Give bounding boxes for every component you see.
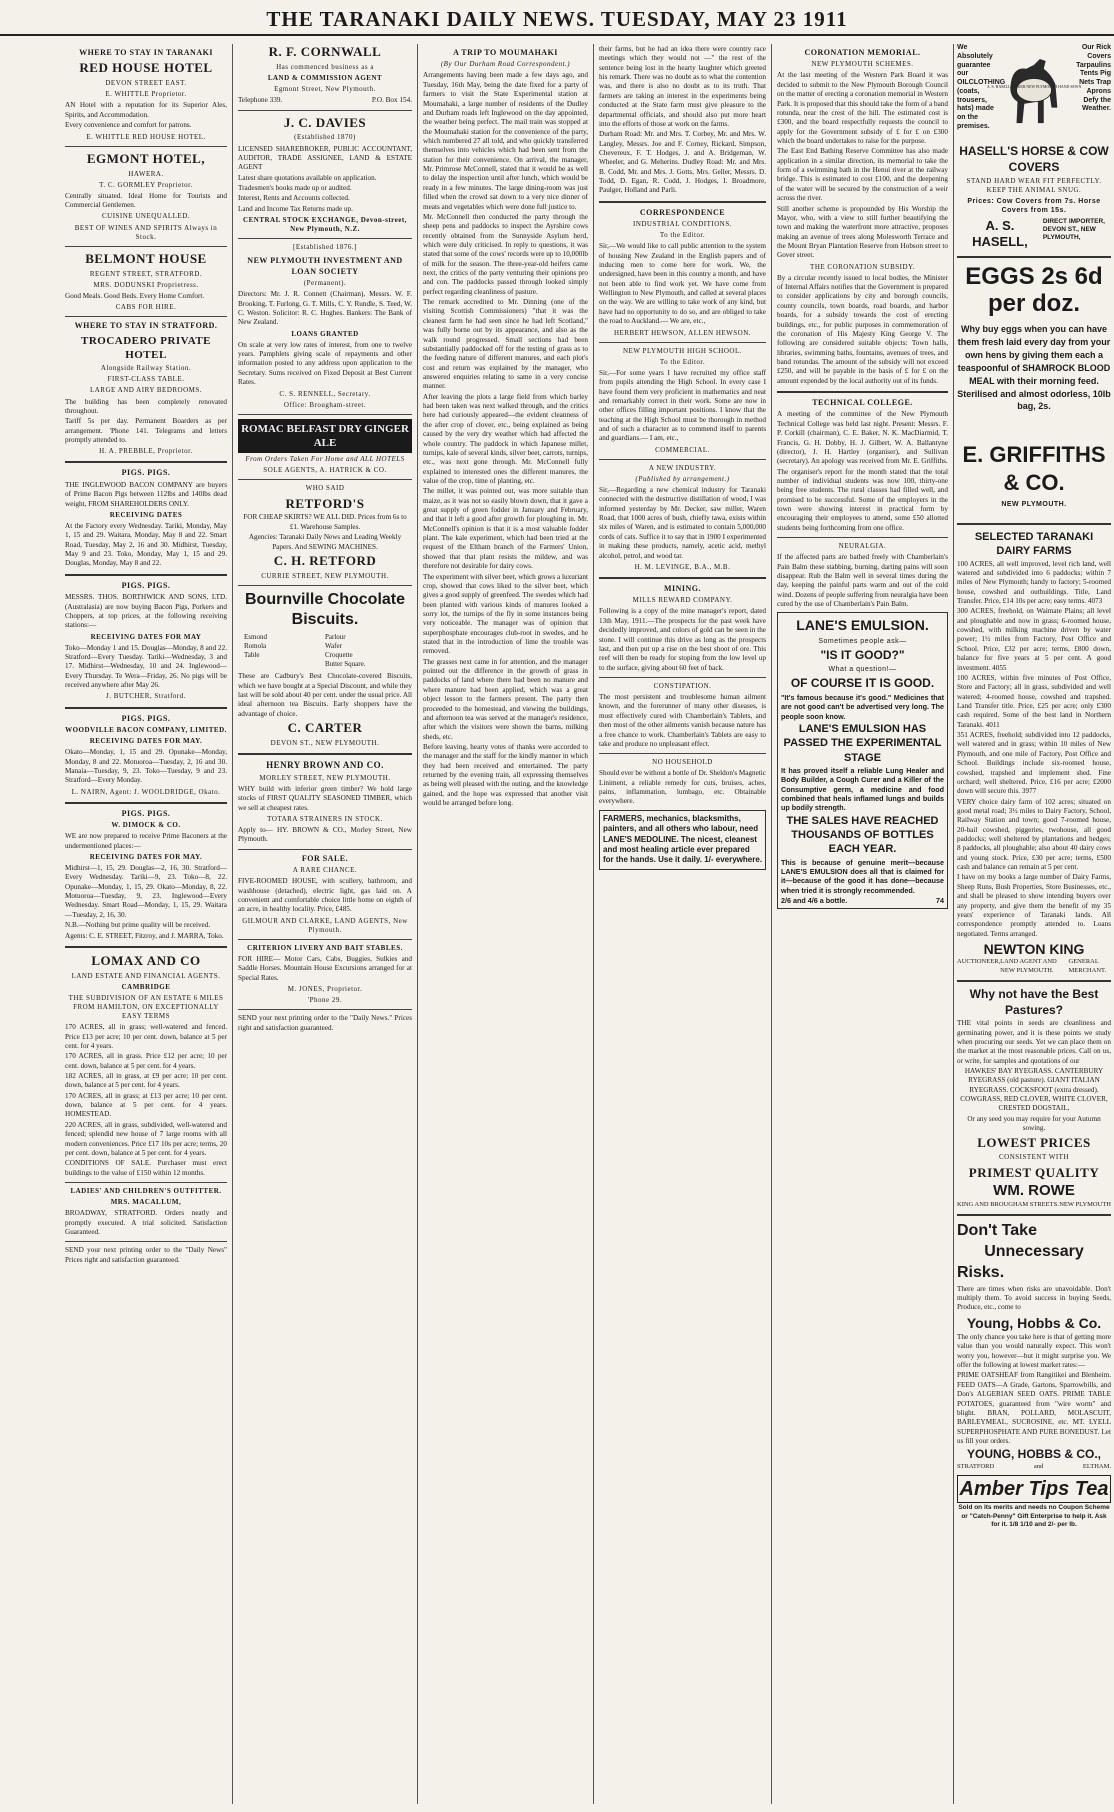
ad-body: Every convenience and comfort for patrons. (65, 121, 192, 130)
divider (599, 677, 766, 678)
divider (957, 1214, 1111, 1216)
ad-title: CRITERION LIVERY AND BAIT STABLES. (247, 943, 403, 952)
ad-line: OF COURSE IT IS GOOD. (790, 676, 935, 691)
ad-body: This is because of genuine merit—because LANE'S EMULSION does all that is claimed for it—because of the good it has done—because when tried it is strongly recommended. (781, 857, 944, 895)
ad-title: LANE'S EMULSION. (796, 617, 929, 634)
listing: 220 ACRES, all in grass, subdivided, well-watered and fenced; splendid new house of 7 large rooms with all modern conveniences. Price £17 10s per acre; terms, 20 per cent. down, balance at 5 per cent. for 4 years. (65, 1120, 227, 1157)
biscuit-item: Butter Square. (325, 660, 366, 669)
column-6 (954, 44, 1114, 1804)
divider (65, 246, 227, 247)
article-paragraph: A meeting of the committee of the New Plymouth Technical College was held last night. Present: Messrs. F. P. Corkill (chairman), C. E. Baker, N. K. MacDiarmid, T. Francis, G. H. Dobby, H. J. Gilbert, W. A. Ballantyne (director), J. H. Hartley (organiser), and Sullivan (secretary). An apology was received from Mr. E. Griffiths. (777, 410, 948, 466)
ad-body: Toko—Monday 1 and 15. Douglas—Monday, 8 and 22. Stratford—Every Tuesday. Tariki—Wednesday, 3 and 17. Midhirst—Wednesday, 10 and 24. Inglewood—Every Thursday. Te Wera—Friday, 26. No pigs will be received anywhere after May 26. (65, 643, 227, 690)
ad-title: HASELL'S HORSE & COW COVERS (959, 144, 1109, 174)
ad-body: CONDITIONS OF SALE. Purchaser must erect buildings to the value of £150 within 12 months. (65, 1159, 227, 1177)
biscuit-item: Wafer (325, 641, 342, 650)
divider (599, 201, 766, 203)
article-paragraph: By a circular recently issued to local bodies, the Minister of Internal Affairs notifies that the Government is prepared to consider applications by city and borough councils, county councils, town boards, road boards, and harbor boards, for a subsidy towards the cost of erecting buildings, etc., for public purposes in commemoration of the coronation of His Majesty King George V. The following are considered suitable objects: Town halls, libraries, swimming baths, fountains, avenues of trees, and band rotundas. The amount of the subsidy will not exceed £250, and will be payable in the basis of £ for £ on the amount expended by the local authority out of its funds. (777, 273, 948, 385)
ad-subtitle: HAWERA. (128, 169, 164, 178)
article-paragraph: Still another scheme is propounded by His Worship the Mayor, who, with a view to still further beautifying the town and making the waterfront more attractive, proposes making an avenue of trees along Molesworth Terrace and the Mount Bryan Plantation Reserve from Hobson street to Gover street. (777, 204, 948, 260)
divider (599, 577, 766, 579)
ad-title: C. H. RETFORD (273, 552, 377, 568)
ad-line: Prices: Cow Covers from 7s. Horse Covers from 15s. (967, 198, 1101, 215)
article-byline: To the Editor. (659, 357, 706, 366)
ad-subtitle: (Permanent). (303, 279, 347, 288)
ad-body: Sold on its merits and needs no Coupon Scheme or "Catch-Penny" Gift Enterprise to help it. Ask for it. 1/8 1/10 and 2/- per lb. (958, 1504, 1110, 1529)
ad-body: Midhirst—1, 15, 29. Douglas—2, 16, 30. Stratford—Every Wednesday. Tariki—9, 23. Toko—8, 22. Opunake—Monday, 1, 15, 29. Okato—Monday, 8, 22. Motuoroa—Tuesday, 9, 23. Inglewood—Every Wednesday. Smart Road—Monday, 1, 15, 29. Waitara—Tuesday, 2, 16, 30. (65, 863, 227, 919)
divider (65, 802, 227, 804)
article-paragraph: Before leaving, hearty votes of thanks were accorded to the manager and the staff for the kindly manner in which they had been received and entertained. The party returned by the evening train, all expressing themselves as being well pleased with the outing, and the knowledge gained, and the hope was expressed that another visit would be arranged before long. (423, 743, 588, 808)
ad-body: Okato—Monday, 1, 15 and 29. Opunake—Monday, Monday, 8 and 22. Motuoroa—Tuesday, 2, 16 and 30. Manaia—Tuesday, 9, 23. Toko—Tuesday, 9 and 23. Stratford—Every Monday. (65, 748, 227, 785)
divider (957, 256, 1111, 258)
article-heading: A TRIP TO MOUMAHAKI (453, 48, 558, 57)
ad-title: E. GRIFFITHS & CO. (962, 441, 1106, 496)
ad-body: The building has been completely renovated throughout. (65, 397, 227, 415)
ad-title: LOMAX AND CO (91, 952, 201, 968)
ad-body: THE INGLEWOOD BACON COMPANY are buyers of Prime Bacon Pigs between 112lbs and 140lbs dead weight, FROM SHAREHOLDERS ONLY. (65, 480, 227, 508)
ad-title: TROCADERO PRIVATE HOTEL (80, 334, 212, 361)
ad-line: AUCTIONEER, (957, 958, 1001, 966)
ad-line: LAND & COMMISSION AGENT (267, 73, 383, 82)
divider (599, 342, 766, 343)
ad-subhead: RECEIVING DATES (109, 510, 183, 519)
ad-line: Egmont Street, New Plymouth. (274, 85, 376, 94)
column-2 (233, 44, 417, 1804)
ad-title: Amber Tips Tea (957, 1475, 1111, 1503)
ad-body: FOR HIRE— Motor Cars, Cabs, Buggies, Sulkies and Saddle Horses. Mountain House Excursions arranged for at Special Rates. (238, 954, 412, 982)
article-paragraph: The most persistent and troublesome human ailment known, and the forerunner of many other diseases, is most effectively cured with Chamberlain's Tablets, and then most of the other ailments vanish because nature has a free chance to work. Chamberlain's Tablets are easy to take and produce no unpleasant effect. (599, 693, 766, 748)
ad-subtitle: REGENT STREET, STRATFORD. (89, 269, 203, 278)
section-heading: MINING. (663, 583, 702, 593)
ad-number: 74 (936, 896, 944, 906)
divider (238, 414, 412, 415)
article-byline: To the Editor. (659, 231, 706, 240)
ad-body: Interest, Rents and Accounts collected. (238, 194, 350, 203)
column-4 (594, 44, 771, 1804)
ad-body: The only chance you take here is that of getting more value than you would naturally expect. This won't worry you, however—but it might surprise you. We offer the following at lowest market rates:— (957, 1333, 1111, 1370)
article-paragraph: The East End Bathing Reserve Committee has also made application in a similar direction, its memorial to take the form of a swimming bath in the Henui river at the railway bridge. This is estimated to cost £100, and the deepening of the water will be secured by the construction of a weir across the river. (777, 147, 948, 203)
ad-line: and (1033, 1462, 1044, 1470)
ad-body: BROADWAY, STRATFORD. Orders neatly and promptly executed. A trial solicited. Satisfaction Guaranteed. (65, 1209, 227, 1236)
ad-body: "It's famous because it's good." Medicines that are not good can't be advertised very long. The people soon know. (781, 692, 944, 721)
ad-body: At the Factory every Wednesday. Tariki, Monday, May 1, 15 and 29. Waitara, Monday, May 8 and 22. Smart Road, Tuesday, May 2, 16 and 30. Midhirst, Tuesday, May 9 and 23. Toko, Monday, May 1, 15 and 29. Douglas, Monday, May 8 and 22. (65, 521, 227, 568)
column-1 (60, 44, 232, 1804)
ad-title: LOWEST PRICES (977, 1134, 1091, 1150)
article-signature: HERBERT HEWSON, ALLEN HEWSON. (613, 328, 752, 337)
ad-body: Latest share quotations available on application. (238, 173, 377, 182)
horse-illustration (986, 44, 1082, 144)
ad-title: Why not have the Best Pastures? (969, 987, 1099, 1017)
ad-title: J. C. DAVIES (283, 114, 367, 130)
divider (238, 939, 412, 940)
article-paragraph: The experiment with silver beet, which grows a luxuriant crop, showed that cows liked to the silver beet, which gives a good supply of greenfeed. The swedes which had been planted with various kinds of manures looked a sorry lot, the turnips of the fly in some instances being very noticeable. The manager was of opinion that superphosphate encourages club-root in swedes, and he stated that in the introduction of lime the trouble was removed. (423, 572, 588, 656)
ad-line: DIRECT IMPORTER, DEVON ST., NEW PLYMOUTH, (1042, 217, 1105, 242)
ad-title: C. CARTER (287, 720, 363, 736)
ad-side-text: Our Rick Covers Tarpaulins Tents Pig Nets Trap Aprons Defy the Weather. (1076, 44, 1111, 113)
ad-subhead: LOANS GRANTED (291, 329, 359, 338)
biscuit-list (244, 633, 406, 669)
ad-line: 'Phone 29. (307, 996, 343, 1005)
ad-body: On scale at very low rates of interest, from one to twelve years. Pamphlets giving scale of repayments and other information posted to any address upon application to the Secretary. Sums received on Fixed Deposit at Best Current Rates. (238, 340, 412, 387)
ad-subhead: RECEIVING DATES FOR MAY. (89, 852, 203, 861)
ad-body: Good Meals. Good Beds. Every Home Comfort. (65, 291, 205, 300)
ad-signature: C. S. RENNELL, Secretary. (279, 389, 371, 398)
column-3 (418, 44, 593, 1804)
ad-title: RED HOUSE HOTEL (79, 60, 213, 76)
ad-subtitle: [Established 1876.] (293, 243, 357, 252)
ad-body: Sterilised and almost odorless, 10lb bag, 2s. (957, 389, 1111, 412)
article-paragraph: Sir,—We would like to call public attention to the system of housing New Zealand in the English papers and of inducing men to come here for work. We, the undersigned, have been in this country a month, and have not been able to find work yet. We have come from Wellington to New Plymouth, and called at several places on the way. We are willing to take work of any kind, but have had no opportunity to do so, and are obliged to take the road to Auckland.— We are, etc., (599, 242, 766, 326)
ad-line: STAND HARD WEAR FIT PERFECTLY. KEEP THE ANIMAL SNUG. (966, 177, 1102, 195)
article-paragraph: their farms, but he had an idea there were country race meetings which they would not —" the rest of the sentence being lost in the hearty laughter which greeted his remark. There was no doubt as to what the contention was, and there is also no doubt as to its truth. That farmers are taking an interest in the experiments being conducted at the State farm must give pleasure to the departmental officials, and should also put more heart into the efforts of those at work on the farms. (599, 45, 766, 128)
ad-signature: L. NAIRN, Agent: J. WOOLDRIDGE, Okato. (71, 787, 221, 796)
ad-title: Bournville Chocolate Biscuits. (244, 590, 406, 628)
divider (65, 574, 227, 576)
section-heading: TECHNICAL COLLEGE. (812, 398, 913, 408)
ad-side-text: We Absolutely guarantee our OILCLOTHING (coats, trousers, hats) made on the premises. (957, 44, 1006, 130)
listing: 182 ACRES, all in grass, at £9 per acre; 10 per cent. down, balance at 5 per cent. for 4 years. (65, 1072, 227, 1090)
biscuit-item: Esmond (244, 632, 267, 641)
ad-body: Agents: C. E. STREET, Fitzroy, and J. MARRA, Toko. (65, 931, 224, 940)
ad-subhead: RECEIVING DATES FOR MAY. (89, 737, 203, 746)
ad-line: Sometimes people ask— (818, 637, 907, 645)
article-heading: NEW PLYMOUTH HIGH SCHOOL. (622, 346, 742, 355)
ad-line: Office: Brougham-street. (283, 400, 367, 409)
article-paragraph: At the last meeting of the Western Park Board it was decided to submit to the New Plymouth Borough Council on the matter of erecting a coronation memorial in Western Park. It is proposed that this should take the form of a band rotunda, near the crest of the hill. The estimated cost is £300, and the board respectfully requests the council to apply for the Government subsidy of £ for £ on £300 which the board undertakes to raise for the purpose. (777, 71, 948, 145)
divider (238, 1009, 412, 1010)
ad-body: It has proved itself a reliable Lung Healer and Body Builder, a Cough Curer and a Killer of the Consumptive germ, a medicine and food combined that heals inflamed lungs and builds up bodily strength. (781, 765, 944, 813)
article-paragraph: Should ever be without a bottle of Dr. Sheldon's Magnetic Liniment, a reliable remedy for cuts, bruises, aches, pains, inflammation, lumbago, etc. Obtainable everywhere. (599, 769, 766, 806)
article-byline: (By Our Durham Road Correspondent.) (440, 60, 571, 69)
ad-body: FIVE-ROOMED HOUSE, with scullery, bathroom, and washhouse (detached), electric light, gas laid on. A convenient and comfortable choice little home on eighth of an acre, in healthy locality. Price, £485. (238, 877, 412, 914)
ad-subtitle: Alongside Railway Station. (100, 364, 192, 373)
divider (599, 753, 766, 754)
ad-subtitle: LAND ESTATE AND FINANCIAL AGENTS. (71, 971, 221, 980)
masthead-title: THE TARANAKI DAILY NEWS. TUESDAY, MAY 23 1911 (266, 7, 848, 31)
listing: 170 ACRES, all in grass; at £13 per acre; 10 per cent. down, balance at 5 per cent. for 4 years. HOMESTEAD. (65, 1091, 227, 1119)
section-heading: PIGS. PIGS. (121, 580, 171, 590)
section-heading: PIGS. PIGS. (121, 808, 171, 818)
article-heading: NO HOUSEHOLD (652, 758, 713, 767)
divider (238, 849, 412, 850)
ad-body: There are times when risks are unavoidable. Don't multiply them. To avoid success in buying Seeds, Produce, etc., come to (957, 1284, 1111, 1312)
ad-line: TOTARA STRAINERS IN STOCK. (267, 814, 383, 823)
ad-subtitle: CAMBRIDGE (121, 982, 171, 991)
divider (65, 146, 227, 147)
ad-body: Tariff 5s per day. Permanent Boarders as per arrangement. 'Phone 141. Telegrams and letters promptly attended to. (65, 417, 227, 444)
ad-title: Risks. (957, 1263, 1005, 1281)
ad-title: MRS. MACALLUM, (110, 1198, 182, 1207)
ad-subtitle: A RARE CHANCE. (292, 866, 358, 875)
ad-line: NEW PLYMOUTH (1059, 1200, 1111, 1208)
ad-line: DEVON ST., NEW PLYMOUTH. (270, 738, 380, 747)
ad-line: THE SALES HAVE REACHED THOUSANDS OF BOTTLES EACH YEAR. (786, 814, 939, 856)
ad-title: A. S. HASELL, (972, 217, 1028, 250)
masthead (0, 0, 1114, 36)
ad-body: Why buy eggs when you can have them fresh laid every day from your own hens by giving them each a teaspoonful of SHAMROCK BLOOD MEAL with their morning feed. (957, 324, 1111, 387)
article-paragraph: The millet, it was pointed out, was more suitable than maize, as it was not so easily blown down, that it gave a great supply of green fodder in January and February, and that it left a good after growth for ploughing in. Mr. McConnell's opinion is that it is a most valuable fodder plant. The kale experiment, which had been tried at the request of the Eltham branch of the Farmers' Union, showed that that plant resists the mildew, and was therefore not desirable for dairy cows. (423, 487, 588, 571)
ad-title: BELMONT HOUSE (85, 250, 207, 266)
article-paragraph: After leaving the plots a large field from which barley had been taken was next walked through, and the critics here had curiously appeared—the evident cleanness of the after crop of clover, etc., being explained as being caused by the very dry weather which had affected the whole country. The paddock in which Japanese millet, turnips, kale of several kinds, silver beet, carrots, turnips, etc., was next gone through. Mr. McConnell fully explained to interested ones the different manures, the value of the crop, time of planting, etc. (423, 392, 588, 485)
divider (238, 585, 412, 586)
ad-line: FIRST-CLASS TABLE. (107, 375, 185, 384)
divider (65, 946, 227, 948)
article-heading: MILLS REWARD COMPANY. (632, 596, 733, 605)
ad-title: EGMONT HOTEL, (86, 150, 206, 166)
article-paragraph: Sir,—For some years I have recruited my office staff from pupils attending the High School. In every case I have found them very proficient in mathematics and neat and remarkably correct in their work. Some are now in other offices filling important positions. I know that the teaching at the High School must be thorough in method and of such a character as to commend itself to parents and guardians.— I am, etc., (599, 368, 766, 443)
ad-line: LARGE AND AIRY BEDROOMS. (89, 386, 203, 395)
divider (777, 391, 948, 393)
ad-line: LAND AGENT AND NEW PLYMOUTH. (1000, 958, 1057, 974)
ad-subhead: RECEIVING DATES FOR MAY (90, 632, 202, 641)
biscuit-item: Parlour (325, 632, 346, 641)
ad-line: P.O. Box 154. (371, 96, 412, 105)
listing: 170 ACRES, all in grass. Price £12 per acre; 10 per cent. down, balance at 5 per cent. for 4 years. (65, 1052, 227, 1070)
ad-title: R. F. CORNWALL (268, 44, 382, 59)
ad-line: From Orders Taken For Home and ALL HOTELS (245, 455, 405, 464)
section-heading: WHERE TO STAY IN STRATFORD. (74, 321, 218, 331)
ad-line: Has commenced business as a (276, 62, 374, 71)
section-heading: WHERE TO STAY IN TARANAKI (79, 48, 213, 57)
biscuit-item: Romola (244, 641, 267, 650)
ad-price: 2/6 and 4/6 a bottle. (781, 896, 848, 906)
ad-title: HENRY BROWN AND CO. (266, 760, 384, 771)
ad-title: Young, Hobbs & Co. (966, 1314, 1102, 1331)
article-paragraph: Durham Road: Mr. and Mrs. T. Corbey, Mr. and Mrs. W. Langley, Messrs. Joe and F. Corney, Rickard, Simpson, Chevereux, F. T. Hodges, J. and A. Bridgeman, W. Wheeler, and G. Meherins. Dudley Road: Mr. and Mrs. B. Codd, Mr. and Mrs. J. Gotts, Mrs. Geller, Messrs. D. Todd, D. Egan, R. Codd, J. Hodges, I. Broadmore, Paulger, Holland and Parli. (599, 130, 766, 195)
ad-line: "IS IT GOOD?" (820, 647, 905, 662)
medoline-ad: FARMERS, mechanics, blacksmiths, painters, and all others who labour, need LANE'S MEDOLINE. The nicest, cleanest and most healing article ever prepared for the hands. Use it daily. 1/- everywhere. (599, 810, 766, 870)
lanes-emulsion-ad (777, 612, 948, 909)
divider (238, 238, 412, 239)
listing: 300 ACRES, freehold, on Waimate Plains; all level and ploughable and now in grass; 6-roomed house, cowshed, with milking machine driven by water power; 1½ miles from Factory, Post Office and School. Price, £32 per acre; terms, £800 down, balance for five years at 5 per cent. A good investment. 4055 (957, 607, 1111, 672)
ad-body: Apply to— HY. BROWN & CO., Morley Street, New Plymouth. (238, 826, 412, 844)
hasell-ad (957, 44, 1111, 144)
ad-title: WM. ROWE (993, 1182, 1075, 1200)
ad-title: EGGS 2s 6d per doz. (965, 263, 1103, 317)
ad-signature: H. A. PREBBLE, Proprietor. (99, 447, 193, 456)
ad-title: RETFORD'S (285, 495, 365, 511)
ad-proprietor: MRS. DODUNSKI Proprietress. (93, 280, 199, 289)
article-paragraph: Mr. McConnell then conducted the party through the sheep pens and paddocks to inspect the Ayrshire cows recently obtained from the Sunnyside Asylum herd, which were duly criticised. In reply to questions, it was stated that some of the cows' records were up to 10,000lb of milk for the season. The three-year-old heifers came next, the critics of the party venturing their opinions pro and con. The paddocks passed through looked simply perfect regarding cleanliness of pasture. (423, 212, 588, 296)
ad-body: WE are now prepared to receive Prime Baconers at the undermentioned places:— (65, 832, 227, 850)
ad-body: Land and Income Tax Returns made up. (238, 204, 353, 213)
ad-subtitle: DEVON STREET EAST. (105, 79, 187, 88)
ad-signature: GILMOUR AND CLARKE, LAND AGENTS, New Plymouth. (242, 916, 408, 934)
article-paragraph: Sir,—Regarding a new chemical industry for Taranaki connected with the destructive distillation of wood, I was informed yesterday by Mr. Decker, saw miller, Waren Road, that 1000 acres of bush, chiefly tawa, exists within six miles of Waren, and is estimated to contain 5,000,000 cords of cats. Suffice it to say that in 1900 I experimented in making these products, namely, acetic acid, methyl alcohol, petrol, and wood tar. (599, 486, 766, 560)
ad-title: SELECTED TARANAKI DAIRY FARMS (974, 531, 1094, 558)
ad-title: PRIMEST QUALITY (968, 1164, 1100, 1180)
ad-title: WOODVILLE BACON COMPANY, LIMITED. (65, 725, 227, 734)
ad-proprietor: E. WHITTLE Proprietor. (105, 90, 187, 99)
ad-subtitle: (Established 1870) (294, 133, 356, 142)
ad-body: AN Hotel with a reputation for its Superior Ales, Spirits, and Accommodation. (65, 101, 227, 119)
ad-body: MESSRS. THOS. BORTHWICK AND SONS, LTD. (Australasia) are now buying Bacon Pigs, Porkers and Choppers, at top prices, at the following receiving stations:— (65, 593, 227, 630)
section-heading: CORRESPONDENCE (639, 207, 726, 217)
ad-line: What a question!— (828, 666, 897, 674)
ad-body: WHY build with inferior green timber? We hold large stocks of FIRST QUALITY SEASONED TIMBER, which we sell at cheapest rates. (238, 784, 412, 812)
ad-line: GENERAL MERCHANT. (1068, 958, 1107, 974)
ad-title: NEW PLYMOUTH INVESTMENT AND LOAN SOCIETY (247, 256, 403, 276)
divider (65, 316, 227, 317)
article-heading: THE CORONATION SUBSIDY. (810, 262, 915, 271)
ad-title: Don't Take (957, 1222, 1037, 1240)
ad-line: LANE'S EMULSION HAS PASSED THE EXPERIMENTAL STAGE (783, 723, 942, 764)
ad-body: Or any seed you may require for your Autumn sowing. (967, 1114, 1101, 1133)
section-heading: CORONATION MEMORIAL. (804, 48, 921, 57)
article-paragraph: If the affected parts are bathed freely with Chamberlain's Pain Balm these stabbing, burning, darting pains will soon disappear. Rub the Balm well in several times during the day, keeping the painful parts warm and out of the cold wind. Dozens of people suffering from neuralgia have been cured by the use of Chamberlain's Pain Balm. (777, 553, 948, 609)
article-signature: COMMERCIAL. (655, 445, 710, 454)
ad-body: HAWKES' BAY RYEGRASS. CANTERBURY RYEGRASS (old pasture). GIANT ITALIAN RYEGRASS. COCKSFOOT (extra dressed). COWGRASS, RED CLOVER, WHITE CLOVER, CRESTED DOGSTAIL, (960, 1067, 1108, 1113)
ad-body: Tradesmen's books made up or audited. (238, 183, 352, 192)
ad-signature: J. BUTCHER, Stratford. (105, 692, 187, 701)
ad-signature: E. WHITTLE RED HOUSE HOTEL. (86, 132, 206, 141)
ad-line: Telephone 339. (238, 96, 283, 105)
ad-line: STRATFORD (957, 1462, 995, 1470)
ad-line: SOLE AGENTS, A. HATRICK & CO. (263, 466, 387, 475)
ad-body: Directors: Mr. J. R. Connett (Chairman), Messrs. W. F. Brooking, T. Furlong, G. T. Mills, C. Y. Rundle, S. Teed, W. C. Weston. Solicitor: R. C. Hughes. Bankers: The Bank of New Zealand. (238, 290, 412, 327)
article-paragraph: The organiser's report for the month stated that the total number of individual students was now 100, thirty-one being free students. The rural classes had filled well, and promised to be successful. Some of the employers in the town were showing interest in practical form by encouraging their employees to attend, some £50 allotted students being forthcoming from one office. (777, 467, 948, 532)
divider (777, 537, 948, 538)
ad-body: These are Cadbury's Best Chocolate-covered Biscuits, which we have bought at a Special Discount, and while they last will be sold about 40 per cent. under the usual price. All ideal afternoon tea Biscuits. Early shoppers have the advantage of choice. (238, 672, 412, 718)
biscuit-item (244, 660, 325, 669)
ad-subtitle: THE SUBDIVISION OF AN ESTATE 6 MILES FROM HAMILTON, ON EXCEPTIONALLY EASY TERMS (68, 993, 224, 1021)
ad-line: WHO SAID (305, 484, 345, 493)
biscuit-item: Croquette (325, 651, 353, 660)
romac-logo: ROMAC BELFAST DRY GINGER ALE (238, 419, 412, 454)
ad-body: FOR CHEAP SKIRTS? WE ALL DID. Prices from 6s to £1. Warehouse Samples. (243, 513, 407, 531)
listing: 170 ACRES, all in grass; well-watered and fenced. Price £13 per acre; 10 per cent. down, balance at 5 per cent. for 4 years. (65, 1023, 227, 1050)
article-paragraph: Arrangements having been made a few days ago, and Tuesday, 16th May, being the date fixed for a party of farmers to visit the State Experimental station at Moumahaki, a large number of residents of the Dudley and Durham roads left Inglewood on the day appointed, the weather being perfect. The mail train was stopped at the Moumahaki station for the convenience of the party, which numbered 27 all told, and who quickly transferred themselves into vehicles which had been sent from the station for their convenience. On arrival, the manager, Mr. Primrose McConnell, stated that it would be as well to delay the inspection until after lunch, which would be ready in a few minutes. The large dining-room was just filled when the crowd sat down to a very nice dinner of meats and vegetables which were done full justice to. (423, 71, 588, 211)
article-signature: H. M. LEVINGE, B.A., M.B. (634, 562, 731, 571)
article-heading: NEURALGIA. (838, 542, 887, 551)
ad-title: LADIES' AND CHILDREN'S OUTFITTER. (70, 1186, 222, 1195)
horse-label: A. S. HASELL MAKER NEW PLYMOUTH HAND SEWN (986, 85, 1082, 90)
ad-line: CONSISTENT WITH (998, 1153, 1070, 1162)
ad-line: NEW PLYMOUTH. (1001, 500, 1067, 508)
section-heading: PIGS. PIGS. (121, 713, 171, 723)
ad-body: LICENSED SHAREBROKER, PUBLIC ACCOUNTANT, AUDITOR, TRADE ASSIGNEE, LAND & ESTATE AGENT (238, 144, 412, 172)
ad-proprietor: T. C. GORMLEY Proprietor. (99, 180, 193, 189)
biscuit-item: Table (244, 651, 260, 660)
divider (65, 707, 227, 709)
article-heading: NEW PLYMOUTH SCHEMES. (811, 60, 914, 69)
column-5 (772, 44, 953, 1804)
divider (65, 1241, 227, 1242)
article-heading: A NEW INDUSTRY. (648, 463, 717, 472)
section-heading: PIGS. PIGS. (121, 468, 171, 478)
ad-body: Agencies: Taranaki Daily News and Leading Weekly Papers. And SEWING MACHINES. (248, 533, 402, 551)
ad-line: BEST OF WINES AND SPIRITS Always in Stock. (74, 223, 218, 241)
ad-line: CUISINE UNEQUALLED. (101, 212, 191, 221)
divider (65, 1182, 227, 1183)
divider (238, 753, 412, 755)
article-heading: CONSTIPATION. (653, 681, 712, 690)
ad-body: THE vital points in seeds are cleanliness and germinating power, and it is these points we study when procuring our seeds. Yet we can place them on the market at the most reasonable prices. Call on us, or write, for samples and quotations of our (957, 1019, 1111, 1065)
divider (957, 980, 1111, 982)
listing: 351 ACRES, freehold; subdivided into 12 paddocks, well watered and in grass; within 10 miles of New Plymouth, and one mile of Factory, Post Office and School. Buildings include six-roomed house, cowshed, trapshed and implement shed. Fine orchard; well sheltered. Price, £16 per acre; £2000 down will secure this. 3977 (957, 731, 1111, 796)
article-byline: (Published by arrangement.) (635, 474, 730, 483)
ad-title: W. DIMOCK & CO. (111, 821, 181, 830)
divider (65, 461, 227, 463)
ad-body: SEND your next printing order to the "Daily News." Prices right and satisfaction guaranteed. (238, 1014, 412, 1032)
article-heading: INDUSTRIAL CONDITIONS. (632, 220, 732, 229)
ad-body: N.B.—Nothing but prime quality will be received. (65, 921, 211, 930)
article-paragraph: Following is a copy of the mine manager's report, dated 13th May, 1911.—The prospects for the past week have decidedly improved, and colors of gold can be seen in the stone. I will continue this drive as long as the prospects last, and then put up a rise on the best shoot of ore. This reef will then be ready for stoping from the low level up to the surface, giving about 60 feet of back. (599, 607, 766, 672)
ad-title: YOUNG, HOBBS & CO., (966, 1447, 1101, 1462)
ad-line: CABS FOR HIRE. (115, 303, 177, 312)
divider (238, 110, 412, 111)
divider (957, 523, 1111, 525)
ad-body: Centrally situated. Ideal Home for Tourists and Commercial Gentlemen. (65, 191, 227, 210)
ad-line: CENTRAL STOCK EXCHANGE, Devon-street, New Plymouth, N.Z. (243, 216, 407, 234)
article-paragraph: The remark accredited to Mr. Dinning (one of the visiting Scottish Commissioners) "that it was the cleanest farm he had seen since he had left Scotland," was fully borne out by its appearance, and also as the walk round progressed. Small sections had been substantially paddocked off for the testing of grass as to the feeding nature of different manures, and each plot's cost and return was explained by the manager, who answered enquiries relating to same in a very concise manner. (423, 298, 588, 391)
ad-title: FOR SALE. (301, 853, 349, 863)
ad-line: MORLEY STREET, NEW PLYMOUTH. (259, 773, 391, 782)
ad-body: SEND your next printing order to the "Daily News" Prices right and satisfaction guaranteed. (65, 1246, 227, 1264)
ad-title: NEWTON KING (983, 940, 1085, 957)
listing: 100 ACRES, all well improved, level rich land, well watered and subdivided into 6 paddocks; within 7 miles of New Plymouth; handy to factory; 5-roomed house, cowshed and outbuildings. Title, Land Transfer. Price, £14 10s per acre; easy terms. 4073 (957, 559, 1111, 606)
ad-line: CURRIE STREET, NEW PLYMOUTH. (261, 571, 389, 580)
divider (238, 479, 412, 480)
divider (599, 459, 766, 460)
article-paragraph: The grasses next came in for attention, and the manager pointed out the difference in the growth of grass in paddocks of land where there had been no manure and where manure had been applied, which was a great object lesson to the farmers present. The party then proceeded to the homestead, and viewing the buildings, and afternoon tea was served at the manager's residence, after which the visitors were shown the barns, milking sheds, etc. (423, 657, 588, 741)
ad-title: Unnecessary (984, 1243, 1084, 1261)
ad-body: I have on my books a large number of Dairy Farms, Sheep Runs, Bush Properties, Store Businesses, etc., and shall be pleased to show intending buyers over any property, and give them the benefit of my 35 years' experience of Taranaki lands. All correspondence promptly attended to. Loans negotiated. Terms arranged. (957, 873, 1111, 938)
listing: VERY choice dairy farm of 102 acres; situated on good metal road; 3½ miles to Dairy Factory, School, Railway Station and town; good 7-roomed house, 20-bail cowshed, piggeries, twohouse, all good paddocks; well sheltered by plantations and hedges; 8 paddocks, all ploughable; also about 40 dairy cows and young stock. Price, £30 per acre; terms, £500 cash and balance can remain at 5 per cent. (957, 797, 1111, 872)
listing: 100 ACRES, within five minutes of Post Office, Store and Factory; all in grass, subdivided and well watered; 4-roomed house, cowshed and trapshed. Land Transfer title. Price, £25 per acre; only £300 cash required. Some of the best land in Northern Taranaki. 4011 (957, 673, 1111, 729)
horse-icon (986, 44, 1082, 144)
ad-line: ELTHAM. (1082, 1462, 1111, 1470)
ad-body: PRIME OATSHEAF from Rangitikei and Blenheim. FEED OATS—A Grade, Gartons, Sparrowbills, and Don's ALGERIAN SEED OATS. PRIME TABLE POTATOES, guaranteed from "wire worm" and blight. BRAN, POLLARD, MOLASCUIT, BARLEYMEAL, SUCROSINE, etc. MT. LYELL SUPERPHOSPHATE AND PURE BONEDUST. Let us fill your orders. (957, 1371, 1111, 1445)
ad-signature: M. JONES, Proprietor. (287, 985, 363, 993)
ad-line: KING AND BROUGHAM STREETS. (957, 1200, 1059, 1208)
